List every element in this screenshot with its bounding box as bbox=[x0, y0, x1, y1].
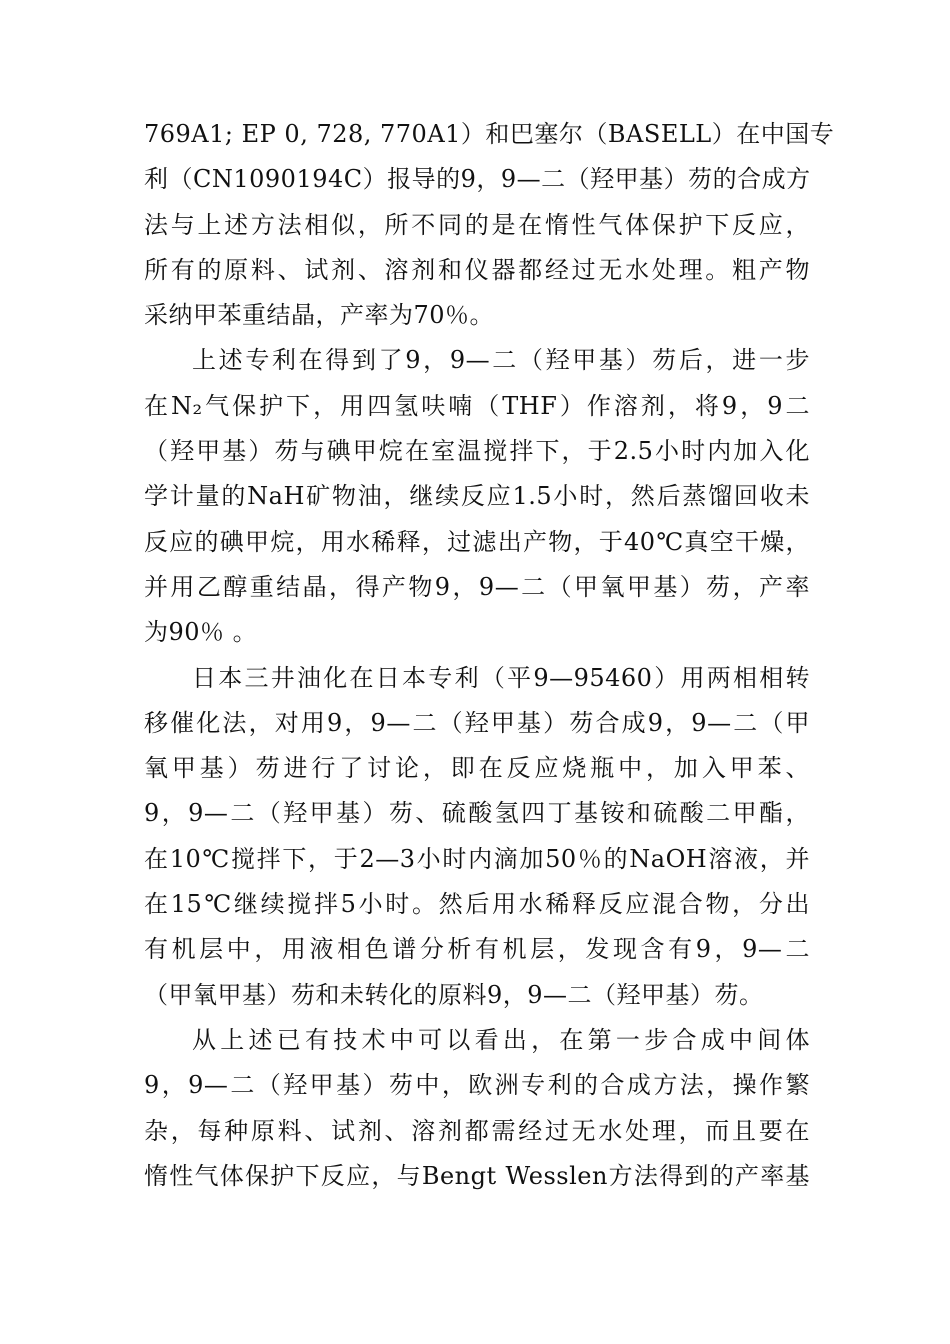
text-line: 采纳甲苯重结晶，产率为70％。 bbox=[144, 301, 495, 330]
text-line: 法与上述方法相似，所不同的是在惰性气体保护下反应， bbox=[144, 210, 810, 239]
text-line: 日本三井油化在日本专利（平9—95460）用两相相转 bbox=[192, 663, 810, 692]
paragraph-3 bbox=[144, 656, 810, 1018]
text-line: 所有的原料、试剂、溶剂和仪器都经过无水处理。粗产物 bbox=[144, 255, 810, 284]
text-line: 上述专利在得到了9，9—二（羟甲基）芴后，进一步 bbox=[192, 346, 810, 375]
text-line: 769A1; EP 0, 728, 770A1）和巴塞尔（BASELL）在中国专 bbox=[144, 120, 835, 148]
text-line: 在N₂气保护下，用四氢呋喃（THF）作溶剂，将9，9二 bbox=[144, 391, 810, 420]
text-line: 利（CN1090194C）报导的9，9—二（羟甲基）芴的合成方 bbox=[144, 165, 811, 194]
text-line: 并用乙醇重结晶，得产物9，9—二（甲氧甲基）芴，产率 bbox=[144, 572, 810, 601]
text-line: 有机层中，用液相色谱分析有机层，发现含有9，9—二 bbox=[144, 935, 810, 964]
text-line: （羟甲基）芴与碘甲烷在室温搅拌下，于2.5小时内加入化 bbox=[144, 437, 810, 466]
text-line: 在15℃继续搅拌5小时。然后用水稀释反应混合物，分出 bbox=[144, 890, 810, 919]
paragraph-2 bbox=[144, 338, 810, 655]
paragraph-4 bbox=[144, 1018, 810, 1199]
text-line: 在10℃搅拌下，于2—3小时内滴加50％的NaOH溶液，并 bbox=[144, 844, 810, 873]
text-line: （甲氧甲基）芴和未转化的原料9，9—二（羟甲基）芴。 bbox=[144, 980, 764, 1009]
text-line: 反应的碘甲烷，用水稀释，过滤出产物，于40℃真空干燥， bbox=[144, 527, 810, 556]
text-line: 从上述已有技术中可以看出，在第一步合成中间体 bbox=[192, 1025, 810, 1054]
text-line: 9，9—二（羟甲基）芴中，欧洲专利的合成方法，操作繁 bbox=[144, 1071, 810, 1100]
text-line: 氧甲基）芴进行了讨论，即在反应烧瓶中，加入甲苯、 bbox=[144, 754, 810, 783]
text-line: 惰性气体保护下反应，与Bengt Wesslen方法得到的产率基 bbox=[144, 1161, 810, 1190]
text-line: 移催化法，对用9，9—二（羟甲基）芴合成9，9—二（甲 bbox=[144, 708, 810, 737]
paragraph-1 bbox=[144, 112, 835, 338]
text-line: 为90％ 。 bbox=[144, 618, 258, 647]
text-line: 杂，每种原料、试剂、溶剂都需经过无水处理，而且要在 bbox=[144, 1116, 810, 1145]
text-line: 9，9—二（羟甲基）芴、硫酸氢四丁基铵和硫酸二甲酯， bbox=[144, 799, 810, 828]
text-line: 学计量的NaH矿物油，继续反应1.5小时，然后蒸馏回收未 bbox=[144, 482, 810, 511]
body-text bbox=[144, 112, 835, 1199]
